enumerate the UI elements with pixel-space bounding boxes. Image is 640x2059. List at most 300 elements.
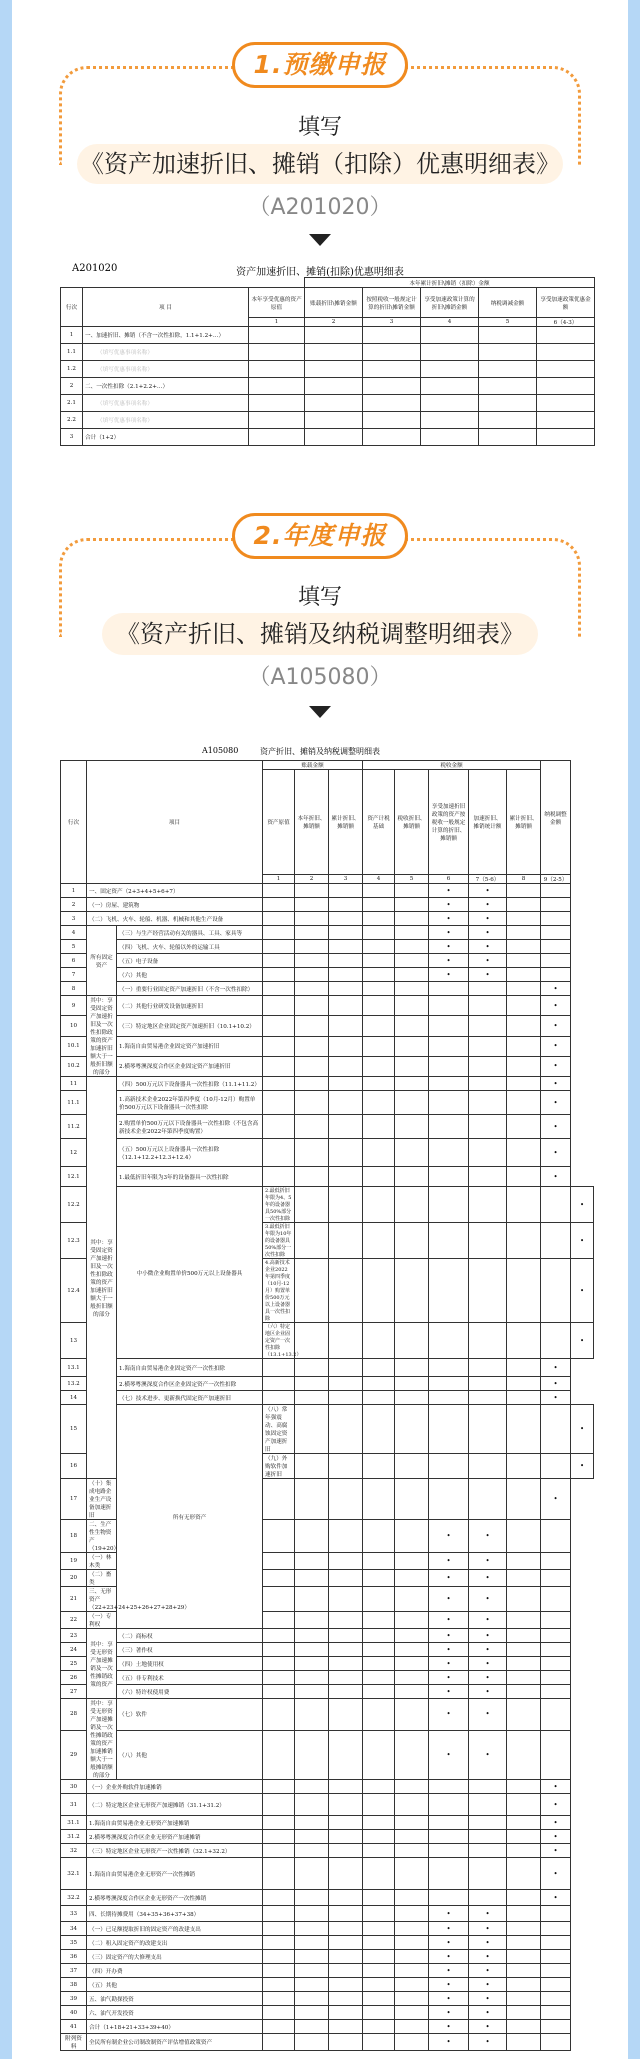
row-item: （十）集成电路企业生产设备加速折旧 [87,1479,117,1520]
data-cell [507,1553,541,1570]
data-cell [363,1377,395,1391]
data-cell [295,1612,329,1629]
data-cell [541,968,571,982]
data-cell [395,1223,429,1259]
data-cell [395,1091,429,1115]
na-dot: • [571,1405,594,1454]
data-cell [479,395,537,412]
data-cell [263,1553,295,1570]
row-number: 14 [61,1391,87,1405]
data-cell [541,1992,571,2006]
table-a201020 [60,277,595,446]
data-cell [329,1115,363,1139]
data-cell [541,2020,571,2034]
row-number: 附列资料 [61,2034,87,2051]
data-cell [541,1629,571,1643]
row-number: 29 [61,1730,87,1780]
data-cell [329,1553,363,1570]
table-row [61,1992,594,2006]
data-cell [469,1858,507,1890]
data-cell [363,1906,395,1922]
data-cell [295,1643,329,1657]
column-header: 累计折旧、摊销额 [329,770,363,875]
data-cell [329,898,363,912]
data-cell [537,429,595,446]
table-row [61,1978,594,1992]
row-group-label: 所有无形资产 [117,1405,263,1629]
data-cell [329,2020,363,2034]
data-cell [329,1016,363,1036]
row-item: （二）租入固定资产的改建支出 [87,1936,263,1950]
na-dot: • [469,1936,507,1950]
data-cell [295,1391,329,1405]
data-cell [329,1359,363,1377]
data-cell [507,1454,541,1479]
na-dot: • [469,1978,507,1992]
na-dot: • [429,1950,469,1964]
data-cell [507,1223,541,1259]
row-item: （填写优惠事项名称） [83,361,249,378]
data-cell [363,1454,395,1479]
row-item: 1.海南自由贸易港企业固定资产加速折旧 [117,1036,263,1056]
data-cell [329,1036,363,1056]
header-row-no: 行次 [61,761,87,884]
data-cell [363,1520,395,1553]
na-dot: • [469,898,507,912]
data-cell [295,1187,329,1223]
row-number: 12.3 [61,1223,87,1259]
data-cell [395,1657,429,1671]
row-number: 31.2 [61,1830,87,1844]
table-row [61,1906,594,1922]
data-cell [395,2020,429,2034]
data-cell [295,1259,329,1323]
data-cell [507,1780,541,1794]
data-cell [541,1323,571,1359]
column-header: 加速折旧、摊销统计额 [469,770,507,875]
form-number: A201020 [72,263,118,274]
data-cell [395,1259,429,1323]
na-dot: • [469,926,507,940]
fill-label: 填写 [297,115,342,140]
row-item: （二）特定地区企业无形资产加速摊销（31.1+31.2） [87,1794,263,1816]
data-cell [363,1187,395,1223]
na-dot: • [541,1077,571,1091]
data-cell [507,1115,541,1139]
table-row [61,884,594,898]
row-item: 一、加速折旧、摊销（不含一次性扣除，1.1+1.2+…） [83,327,249,344]
data-cell [541,954,571,968]
row-item: （五）非专利技术 [117,1671,263,1685]
data-cell [295,1167,329,1187]
data-cell [329,2034,363,2051]
data-cell [263,1643,295,1657]
row-item: （五）其他 [87,1978,263,1992]
data-cell [507,1830,541,1844]
table-row [61,1405,594,1454]
data-cell [329,940,363,954]
data-cell [263,1964,295,1978]
data-cell [429,1479,469,1520]
table-row [61,412,595,429]
table-row [61,2006,594,2020]
data-cell [421,378,479,395]
data-cell [421,344,479,361]
data-cell [363,1816,395,1830]
data-cell [329,1906,363,1922]
row-group-label: 所有固定资产 [87,926,117,996]
data-cell [541,1922,571,1936]
row-item: 2.横琴粤澳深度合作区企业无形资产一次性摊销 [87,1890,263,1906]
data-cell [329,1671,363,1685]
data-cell [295,2020,329,2034]
row-number: 24 [61,1643,87,1657]
data-cell [507,1657,541,1671]
group-header: 本年累计折旧\摊销（扣除）金额 [305,278,595,288]
data-cell [541,926,571,940]
data-cell [507,2020,541,2034]
table-row [61,344,595,361]
data-cell [429,1890,469,1906]
data-cell [363,327,421,344]
data-cell [507,1259,541,1323]
data-cell [395,1906,429,1922]
na-dot: • [469,1906,507,1922]
data-cell [469,1139,507,1167]
data-cell [329,1259,363,1323]
data-cell [395,982,429,996]
data-cell [295,2006,329,2020]
data-cell [541,898,571,912]
data-cell [263,1730,295,1780]
na-dot: • [571,1259,594,1323]
na-dot: • [469,2034,507,2051]
row-number: 23 [61,1629,87,1643]
data-cell [469,1405,507,1454]
table-row [61,1964,594,1978]
row-number: 32 [61,1844,87,1858]
column-number: 9（2-5） [541,875,571,884]
row-item: （一）房屋、建筑物 [87,898,263,912]
data-cell [263,1906,295,1922]
data-cell [429,1077,469,1091]
data-cell [363,884,395,898]
row-number: 8 [61,982,87,996]
data-cell [395,1858,429,1890]
na-dot: • [541,1359,571,1377]
row-item: 1.最低折旧年限为3年的设备器具一次性扣除 [117,1167,263,1187]
data-cell [507,1077,541,1091]
table-row [61,1377,594,1391]
data-cell [507,968,541,982]
data-cell [329,1405,363,1454]
data-cell [249,327,305,344]
row-item: （七）软件 [117,1699,263,1731]
data-cell [395,1964,429,1978]
na-dot: • [429,898,469,912]
data-cell [395,1520,429,1553]
data-cell [329,912,363,926]
data-cell [363,1629,395,1643]
data-cell [295,1844,329,1858]
column-number: 2 [305,318,363,327]
data-cell [507,1036,541,1056]
column-number: 2 [295,875,329,884]
data-cell [263,1036,295,1056]
data-cell [363,982,395,996]
data-cell [507,1016,541,1036]
column-header: 资产计税基础 [363,770,395,875]
data-cell [537,344,595,361]
data-cell [363,1259,395,1323]
table-row [61,898,594,912]
data-cell [469,1454,507,1479]
data-cell [429,1036,469,1056]
row-item: （二）畜类 [87,1570,117,1587]
table-row [61,1139,594,1167]
data-cell [329,1454,363,1479]
data-cell [363,1936,395,1950]
data-cell [469,1167,507,1187]
row-item: （一）专利权 [87,1612,117,1629]
data-cell [363,1391,395,1405]
data-cell [395,1844,429,1858]
na-dot: • [541,1844,571,1858]
data-cell [507,1091,541,1115]
na-dot: • [429,2034,469,2051]
data-cell [507,1794,541,1816]
data-cell [329,1936,363,1950]
data-cell [295,1223,329,1259]
row-number: 32.2 [61,1890,87,1906]
data-cell [429,1454,469,1479]
data-cell [395,1685,429,1699]
data-cell [507,1992,541,2006]
na-dot: • [429,954,469,968]
table-row [61,982,594,996]
data-cell [395,1036,429,1056]
data-cell [537,361,595,378]
data-cell [469,1077,507,1091]
row-item: 一、固定资产（2+3+4+5+6+7） [87,884,263,898]
data-cell [363,1685,395,1699]
na-dot: • [429,912,469,926]
row-item: （一）重要行业固定资产加速折旧（不含一次性扣除） [117,982,263,996]
data-cell [429,1405,469,1454]
row-number: 9 [61,996,87,1016]
na-dot: • [541,1056,571,1076]
table-row [61,926,594,940]
row-number: 3 [61,912,87,926]
row-item: （填写优惠事项名称） [83,395,249,412]
data-cell [363,429,421,446]
data-cell [395,1139,429,1167]
row-number: 22 [61,1612,87,1629]
na-dot: • [429,1553,469,1570]
data-cell [329,1056,363,1076]
data-cell [363,1890,395,1906]
data-cell [541,1223,571,1259]
data-cell [469,982,507,996]
data-cell [507,1964,541,1978]
data-cell [507,1950,541,1964]
na-dot: • [541,1391,571,1405]
data-cell [329,1730,363,1780]
data-cell [541,884,571,898]
column-number: 5 [395,875,429,884]
data-cell [263,1950,295,1964]
data-cell [295,968,329,982]
row-number: 10 [61,1016,87,1036]
data-cell [263,1794,295,1816]
table-row [61,1091,594,1115]
row-number: 1 [61,327,83,344]
data-cell [295,1139,329,1167]
data-cell [295,940,329,954]
data-cell [541,1699,571,1731]
row-item: （一）企业外购软件加速摊销 [87,1780,263,1794]
data-cell [429,1377,469,1391]
data-cell [469,1391,507,1405]
row-item: 1.海南自由贸易港企业无形资产加速摊销 [87,1816,263,1830]
data-cell [541,1643,571,1657]
data-cell [329,1377,363,1391]
data-cell [421,429,479,446]
data-cell [363,1016,395,1036]
data-cell [469,1794,507,1816]
data-cell [469,1036,507,1056]
table-row [61,1858,594,1890]
data-cell [295,996,329,1016]
data-cell [395,1830,429,1844]
data-cell [363,898,395,912]
data-cell [263,1780,295,1794]
na-dot: • [429,1906,469,1922]
row-item: 4.高新技术企业2022年第四季度（10月-12月）购置单价500万元以上设备器具一次性扣除 [263,1259,295,1323]
row-number: 2 [61,378,83,395]
row-item: （六）特许权使用费 [117,1685,263,1699]
data-cell [263,1858,295,1890]
data-cell [363,1922,395,1936]
na-dot: • [541,1016,571,1036]
table-row [61,1056,594,1076]
data-cell [541,1187,571,1223]
na-dot: • [429,940,469,954]
data-cell [507,1359,541,1377]
data-cell [263,2006,295,2020]
row-number: 32.1 [61,1858,87,1890]
data-cell [295,1816,329,1830]
column-number: 7（5-6） [469,875,507,884]
data-cell [329,1830,363,1844]
data-cell [329,1780,363,1794]
data-cell [263,1629,295,1643]
na-dot: • [571,1454,594,1479]
data-cell [469,1359,507,1377]
data-cell [507,1405,541,1454]
data-cell [329,1685,363,1699]
row-item: （三）与生产经营活动有关的器具、工具、家具等 [117,926,263,940]
row-number: 13 [61,1323,87,1359]
na-dot: • [429,1520,469,1553]
data-cell [537,327,595,344]
header-item: 项目 [87,761,263,884]
column-header: 累计折旧、摊销额 [507,770,541,875]
column-number: 3 [329,875,363,884]
row-number: 19 [61,1553,87,1570]
data-cell [363,378,421,395]
data-cell [329,1629,363,1643]
na-dot: • [429,926,469,940]
data-cell [395,1629,429,1643]
data-cell [249,361,305,378]
data-cell [263,1167,295,1187]
data-cell [363,1643,395,1657]
data-cell [329,1139,363,1167]
na-dot: • [429,1978,469,1992]
na-dot: • [469,2006,507,2020]
row-item: 2.横琴粤澳深度合作区企业无形资产加速摊销 [87,1830,263,1844]
data-cell [329,1077,363,1091]
row-number: 6 [61,954,87,968]
data-cell [469,1323,507,1359]
data-cell [263,1657,295,1671]
data-cell [429,996,469,1016]
data-cell [295,1858,329,1890]
data-cell [363,1139,395,1167]
data-cell [363,1359,395,1377]
na-dot: • [429,968,469,982]
data-cell [295,1830,329,1844]
na-dot: • [429,1570,469,1587]
data-cell [295,1629,329,1643]
form-title: 资产加速折旧、摊销(扣除)优惠明细表 [236,267,404,278]
data-cell [395,1454,429,1479]
data-cell [507,1730,541,1780]
form-code: （A201020） [248,195,392,220]
table-row [61,2020,594,2034]
data-cell [469,1890,507,1906]
data-cell [395,1115,429,1139]
data-cell [263,1016,295,1036]
row-item: 1.海南自由贸易港企业固定资产一次性扣除 [117,1359,263,1377]
data-cell [295,1587,329,1612]
data-cell [429,1187,469,1223]
data-cell [469,1780,507,1794]
na-dot: • [429,1936,469,1950]
table-row [61,940,594,954]
data-cell [295,1056,329,1076]
data-cell [329,1922,363,1936]
na-dot: • [469,1922,507,1936]
data-cell [363,344,421,361]
data-cell [263,1479,295,1520]
na-dot: • [469,1992,507,2006]
data-cell [329,1950,363,1964]
row-item: （三）固定资产的大修理支出 [87,1950,263,1964]
column-number: 8 [507,875,541,884]
na-dot: • [469,1553,507,1570]
data-cell [469,996,507,1016]
data-cell [429,1323,469,1359]
data-cell [421,412,479,429]
table-name-highlight: 《资产折旧、摊销及纳税调整明细表》 [102,613,538,655]
row-number: 36 [61,1950,87,1964]
data-cell [363,1844,395,1858]
data-cell [507,1377,541,1391]
na-dot: • [469,1730,507,1780]
column-number: 6（4-3） [537,318,595,327]
